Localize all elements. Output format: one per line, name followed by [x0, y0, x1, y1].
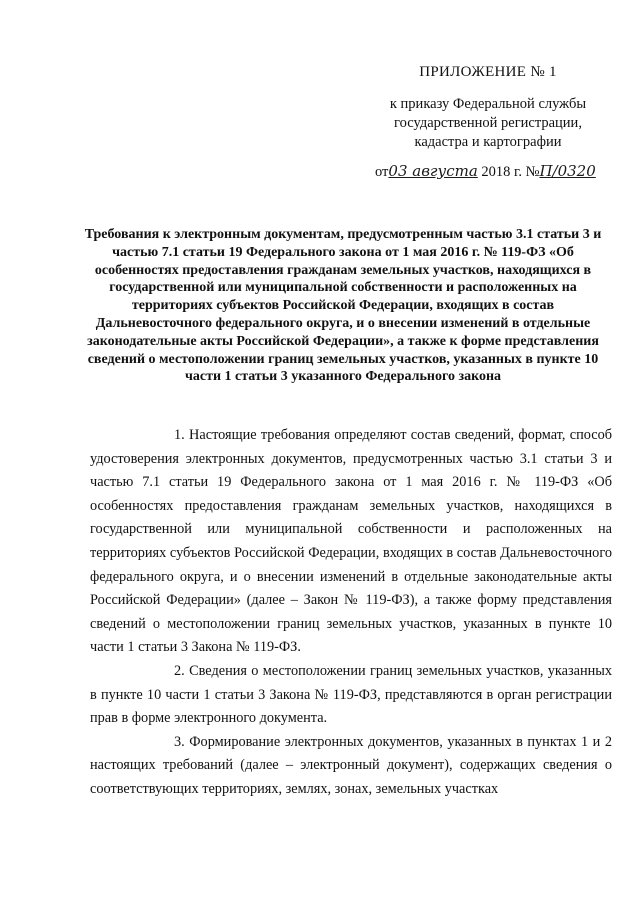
paragraph — [90, 731, 612, 802]
appendix-line: кадастра и картографии — [414, 134, 562, 150]
appendix-title: ПРИЛОЖЕНИЕ № 1 — [419, 64, 557, 80]
paragraph-text: Настоящие требования определяют состав сведений, формат, способ удостоверения электронных документов, предусмотренных частью 3.1 статьи 3 и частью 7.1 статьи 19 Федерального закона от 1 мая 2016 г. № 119-ФЗ «Об особенностях предоставления гражданам земельных участков, находящихся в государственной или муниципальной собственности и расположенных на территориях субъектов Российской Федерации, входящих в состав Дальневосточного федерального округа, и о внесении изменений в отдельные законодательные акты Российской Федерации» (далее – Закон № 119-ФЗ), а также форму представления сведений о местоположении границ земельных участков, указанных в пункте 10 части 1 статьи 3 Закона № 119-ФЗ. — [90, 427, 612, 656]
paragraph-text: Сведения о местоположении границ земельных участков, указанных в пункте 10 части 1 статьи 3 Закона № 119-ФЗ, представляются в орган регистрации прав в форме электронного документа. — [90, 662, 613, 727]
appendix-line: к приказу Федеральной службы — [389, 96, 587, 112]
paragraph — [90, 660, 612, 731]
order-prefix: от — [375, 164, 389, 180]
paragraph-number: 1. — [174, 427, 185, 443]
document-body — [90, 424, 612, 802]
handwritten-date: 03 августа — [388, 162, 478, 180]
order-year: 2018 г. № — [481, 164, 540, 180]
appendix-line: государственной регистрации, — [394, 115, 582, 131]
paragraph-number: 3. — [174, 733, 185, 750]
paragraph-number: 2. — [174, 662, 185, 679]
document-heading: Требования к электронным документам, предусмотренным частью 3.1 статьи 3 и частью 7.1 статьи 19 Федерального закона от 1 мая 2016 г. № 119-ФЗ «Об особенностях предоставления гражданам земельных участков, находящихся в государственной или муниципальной собственности и расположенных на территориях субъектов Российской Федерации, входящих в состав Дальневосточного федерального округа, и о внесении изменений в отдельные законодательные акты Российской Федерации», а также к форме представления сведений о местоположении границ земельных участков, указанных в пункте 10 части 1 статьи 3 указанного Федерального закона — [84, 227, 602, 385]
appendix-header — [368, 64, 608, 152]
paragraph — [90, 424, 612, 660]
order-date-number — [375, 162, 615, 181]
handwritten-number: П/0320 — [539, 162, 596, 180]
paragraph-text: Формирование электронных документов, указанных в пунктах 1 и 2 настоящих требований (далее – электронный документ), содержащих сведения о соответствующих территориях, землях, зонах, земельных участках — [90, 733, 612, 797]
